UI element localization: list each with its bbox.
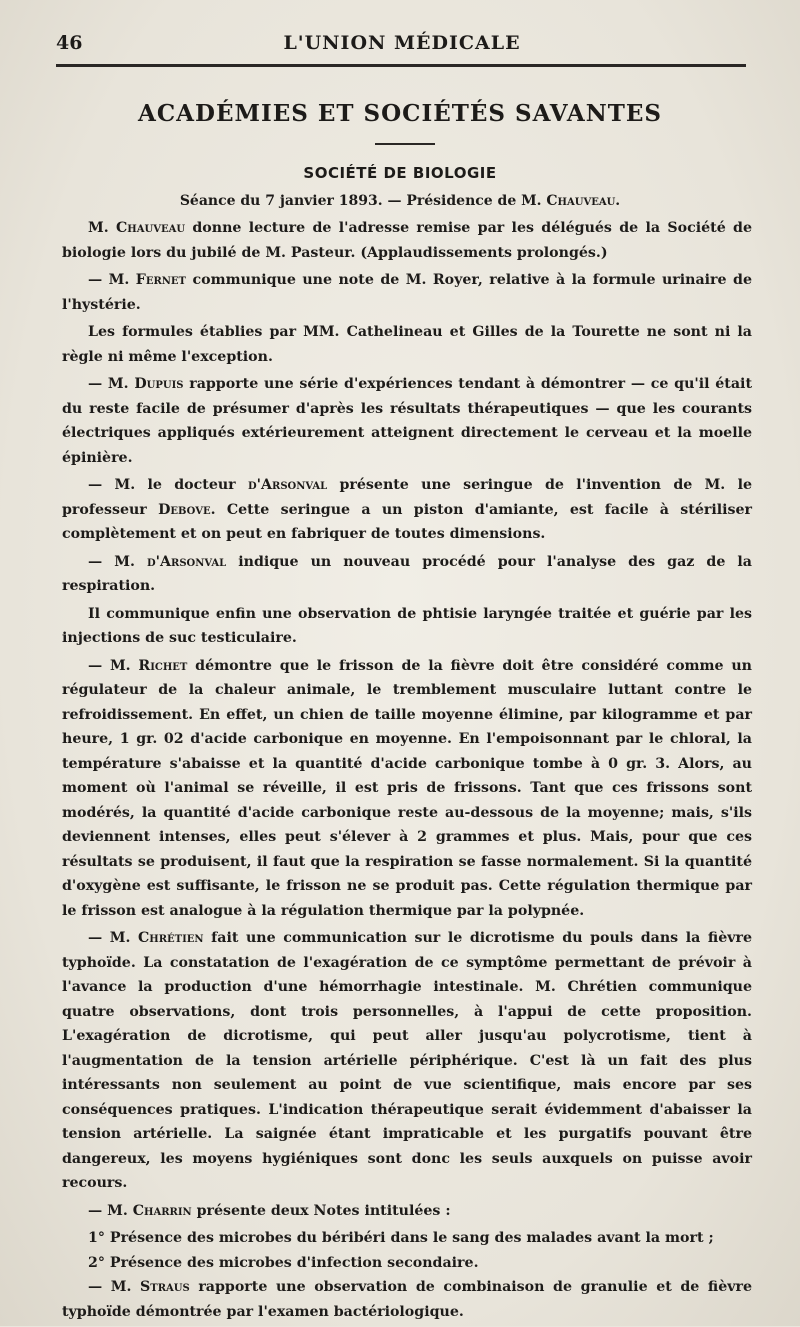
paragraph [62,320,752,369]
text-run: M. [88,220,116,236]
person-name: Richet [138,657,188,674]
paragraph [62,926,752,1196]
title-rule [375,143,435,145]
text-run: 2° Présence des microbes d'infection secondaire. [88,1254,479,1271]
text-run: 1° Présence des microbes du béribéri dans le sang des malades avant la mort ; [88,1230,714,1246]
person-name: d'Arsonval [146,553,227,570]
text-run: présente une seringue de l'invention de M. le professeur [62,477,752,518]
session-president: Chauveau. [546,193,621,209]
header-rule [56,64,746,67]
text-run: — M. [88,272,136,288]
text-run: — M. [88,657,139,674]
journal-title: L'UNION MÉDICALE [283,32,521,54]
text-run: présente deux Notes intitulées : [191,1202,451,1219]
page-number: 46 [56,32,83,54]
paragraph [62,550,752,599]
text-run: donne lecture de l'adresse remise par les délégués de la Société de biologie lors du jubilé de M. Pasteur. (Applaudissements prolongés.) [62,220,752,261]
list-item [62,1226,752,1251]
paragraph [62,216,752,265]
text-run: rapporte une série d'expériences tendant à démontrer — ce qu'il était du reste facile de présumer d'après les résultats thérapeutiques — que les courants électriques appliqués extérieurement atteignent directement le cerveau et la moelle épinière. [62,376,752,466]
person-name: Chrétien [138,930,204,946]
person-name: Charrin [132,1202,192,1219]
text-run: communique une note de M. Royer, relative à la formule urinaire de l'hystérie. [62,272,752,313]
person-name: Debove [158,501,211,518]
person-name: d'Arsonval [247,477,328,493]
society-title: SOCIÉTÉ DE BIOLOGIE [303,164,497,182]
text-run: — M. [88,930,138,946]
list-item [62,1251,752,1276]
session-text: Séance du 7 janvier 1893. — Présidence de M. [179,193,542,209]
text-run: rapporte une observation de combinaison de granulie et de fièvre typhoïde démontrée par l'examen bactériologique. [62,1279,752,1320]
person-name: Fernet [135,272,186,288]
section-title: ACADÉMIES ET SOCIÉTÉS SAVANTES [138,100,662,127]
text-run: démontre que le frisson de la fièvre doit être considéré comme un régulateur de la chaleur animale, le tremblement musculaire luttant contre le refroidissement. En effet, un chien de taille moyenne élimine, par kilogramme et par heure, 1 gr. 02 d'acide carbonique en moyenne. En l'empoisonnant par le chloral, la température s'abaisse et la quantité d'acide carbonique tombe à 0 gr. 3. Alors, au moment où l'animal se réveille, il est pris de frissons. Tant que ces frissons sont modérés, la quantité d'acide carbonique reste au-dessous de la moyenne; mais, s'ils deviennent intenses, elles peut s'élever à 2 grammes et plus. Mais, pour que ces résultats se produisent, il faut que la respiration se fasse normalement. Si la quantité d'oxygène est suffisante, le frisson ne se produit pas. Cette régulation thermique par le frisson est analogue à la régulation thermique par la polypnée. [62,657,752,919]
person-name: Straus [140,1279,190,1295]
text-run: — M. [88,1279,141,1295]
running-head [56,32,748,62]
text-run: — M. le docteur [88,477,248,493]
paragraph [62,654,752,924]
text-run: — M. [88,553,147,570]
text-run: . Cette seringue a un piston d'amiante, est facile à stériliser complètement et on peut en fabriquer de toutes dimensions. [62,501,753,542]
text-run: fait une communication sur le dicrotisme du pouls dans la fièvre typhoïde. La constatation de l'exagération de ce symptôme permettant de prévoir à l'avance la production d'une hémorrhagie intestinale. M. Chrétien communique quatre observations, dont trois personnelles, à l'appui de cette proposition. L'exagération de dicrotisme, qui peut aller jusqu'au polycrotisme, tient à l'augmentation de la tension artérielle périphérique. C'est là un fait des plus intéressants non seulement au point de vue scientifique, mais encore par ses conséquences pratiques. L'indication thérapeutique serait évidemment d'abaisser la tension artérielle. La saignée étant impraticable et les purgatifs pouvant être dangereux, les moyens hygiéniques sont donc les seuls auxquels on puisse avoir recours. [62,930,752,1191]
paragraph [62,602,752,651]
paragraph [62,372,752,470]
text-run: Il communique enfin une observation de phtisie laryngée traitée et guérie par les injections de suc testiculaire. [62,605,752,646]
text-run: — M. [88,1202,133,1219]
paragraph [62,1275,752,1324]
session-line [0,193,800,209]
text-run: indique un nouveau procédé pour l'analyse des gaz de la respiration. [62,553,753,594]
paragraph [62,1199,752,1224]
person-name: Chauveau [115,220,186,236]
paragraph [62,473,752,547]
article-body [62,216,752,1327]
text-run: Les formules établies par MM. Cathelineau et Gilles de la Tourette ne sont ni la règle ni même l'exception. [62,324,752,365]
paragraph [62,268,752,317]
text-run: — M. [88,376,135,392]
person-name: Dupuis [134,376,184,392]
